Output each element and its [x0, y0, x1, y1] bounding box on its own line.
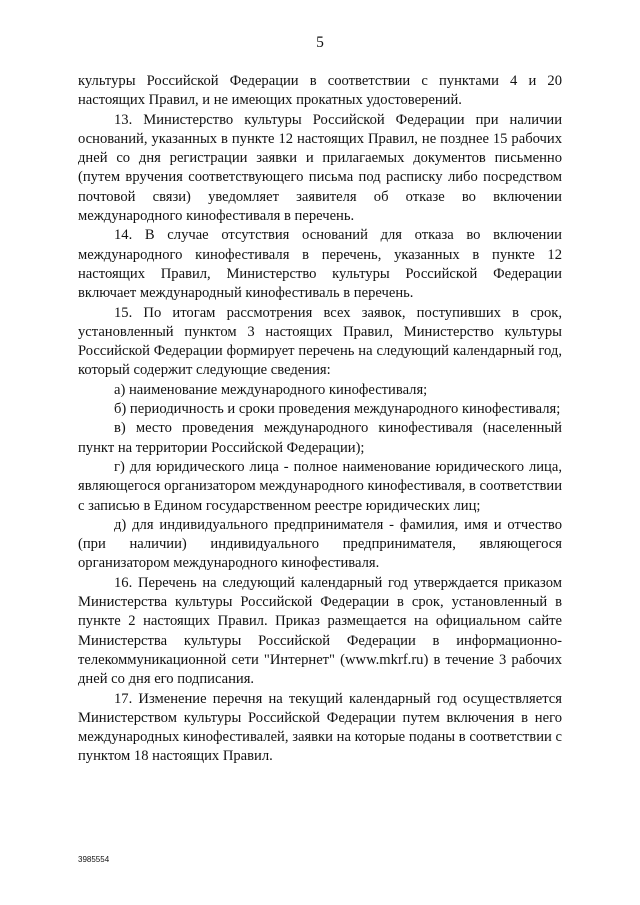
- paragraph: б) периодичность и сроки проведения международного кинофестиваля;: [114, 401, 561, 418]
- paragraph: 16. Перечень на следующий календарный год утверждается приказом Министерства культуры Российской Федерации в срок, установленный в пункте 2 настоящих Правил. Приказ размещается на официальном сайте Министерства культуры Российской Федерации в информационно-телекоммуникационной сети "Интернет" (www.mkrf.ru) в течение 3 рабочих дней со дня его подписания.: [78, 574, 562, 688]
- paragraph: д) для индивидуального предпринимателя - фамилия, имя и отчество (при наличии) индивидуального предпринимателя, являющегося организатором международного кинофестиваля.: [78, 516, 562, 572]
- paragraph: 15. По итогам рассмотрения всех заявок, поступивших в срок, установленный пунктом 3 настоящих Правил, Министерство культуры Российской Федерации формирует перечень на следующий календарный год, который содержит следующие сведения:: [78, 304, 562, 379]
- paragraph: в) место проведения международного кинофестиваля (населенный пункт на территории Российской Федерации);: [78, 420, 562, 456]
- paragraph: г) для юридического лица - полное наименование юридического лица, являющегося организатором международного кинофестиваля, в соответствии с записью в Едином государственном реестре юридических лиц;: [78, 458, 563, 514]
- paragraph: 14. В случае отсутствия оснований для отказа во включении международного кинофестиваля в перечень, указанных в пункте 12 настоящих Правил, Министерство культуры Российской Федерации включает международный кинофестиваль в перечень.: [78, 227, 562, 302]
- paragraph: 17. Изменение перечня на текущий календарный год осуществляется Министерством культуры Российской Федерации путем включения в него международных кинофестивалей, заявки на которые поданы в соответствии с пунктом 18 настоящих Правил.: [78, 690, 562, 765]
- document-code: 3985554: [78, 855, 110, 864]
- document-body: [78, 72, 562, 767]
- paragraph: а) наименование международного кинофестиваля;: [114, 381, 428, 398]
- paragraph: 13. Министерство культуры Российской Федерации при наличии оснований, указанных в пункте 12 настоящих Правил, не позднее 15 рабочих дней со дня регистрации заявки и прилагаемых документов письменно (путем вручения соответствующего письма под расписку либо посредством почтовой связи) уведомляет заявителя об отказе во включении международного кинофестиваля в перечень.: [78, 111, 562, 225]
- page-number: 5: [316, 34, 324, 51]
- paragraph: культуры Российской Федерации в соответствии с пунктами 4 и 20 настоящих Правил, и не имеющих прокатных удостоверений.: [78, 73, 562, 109]
